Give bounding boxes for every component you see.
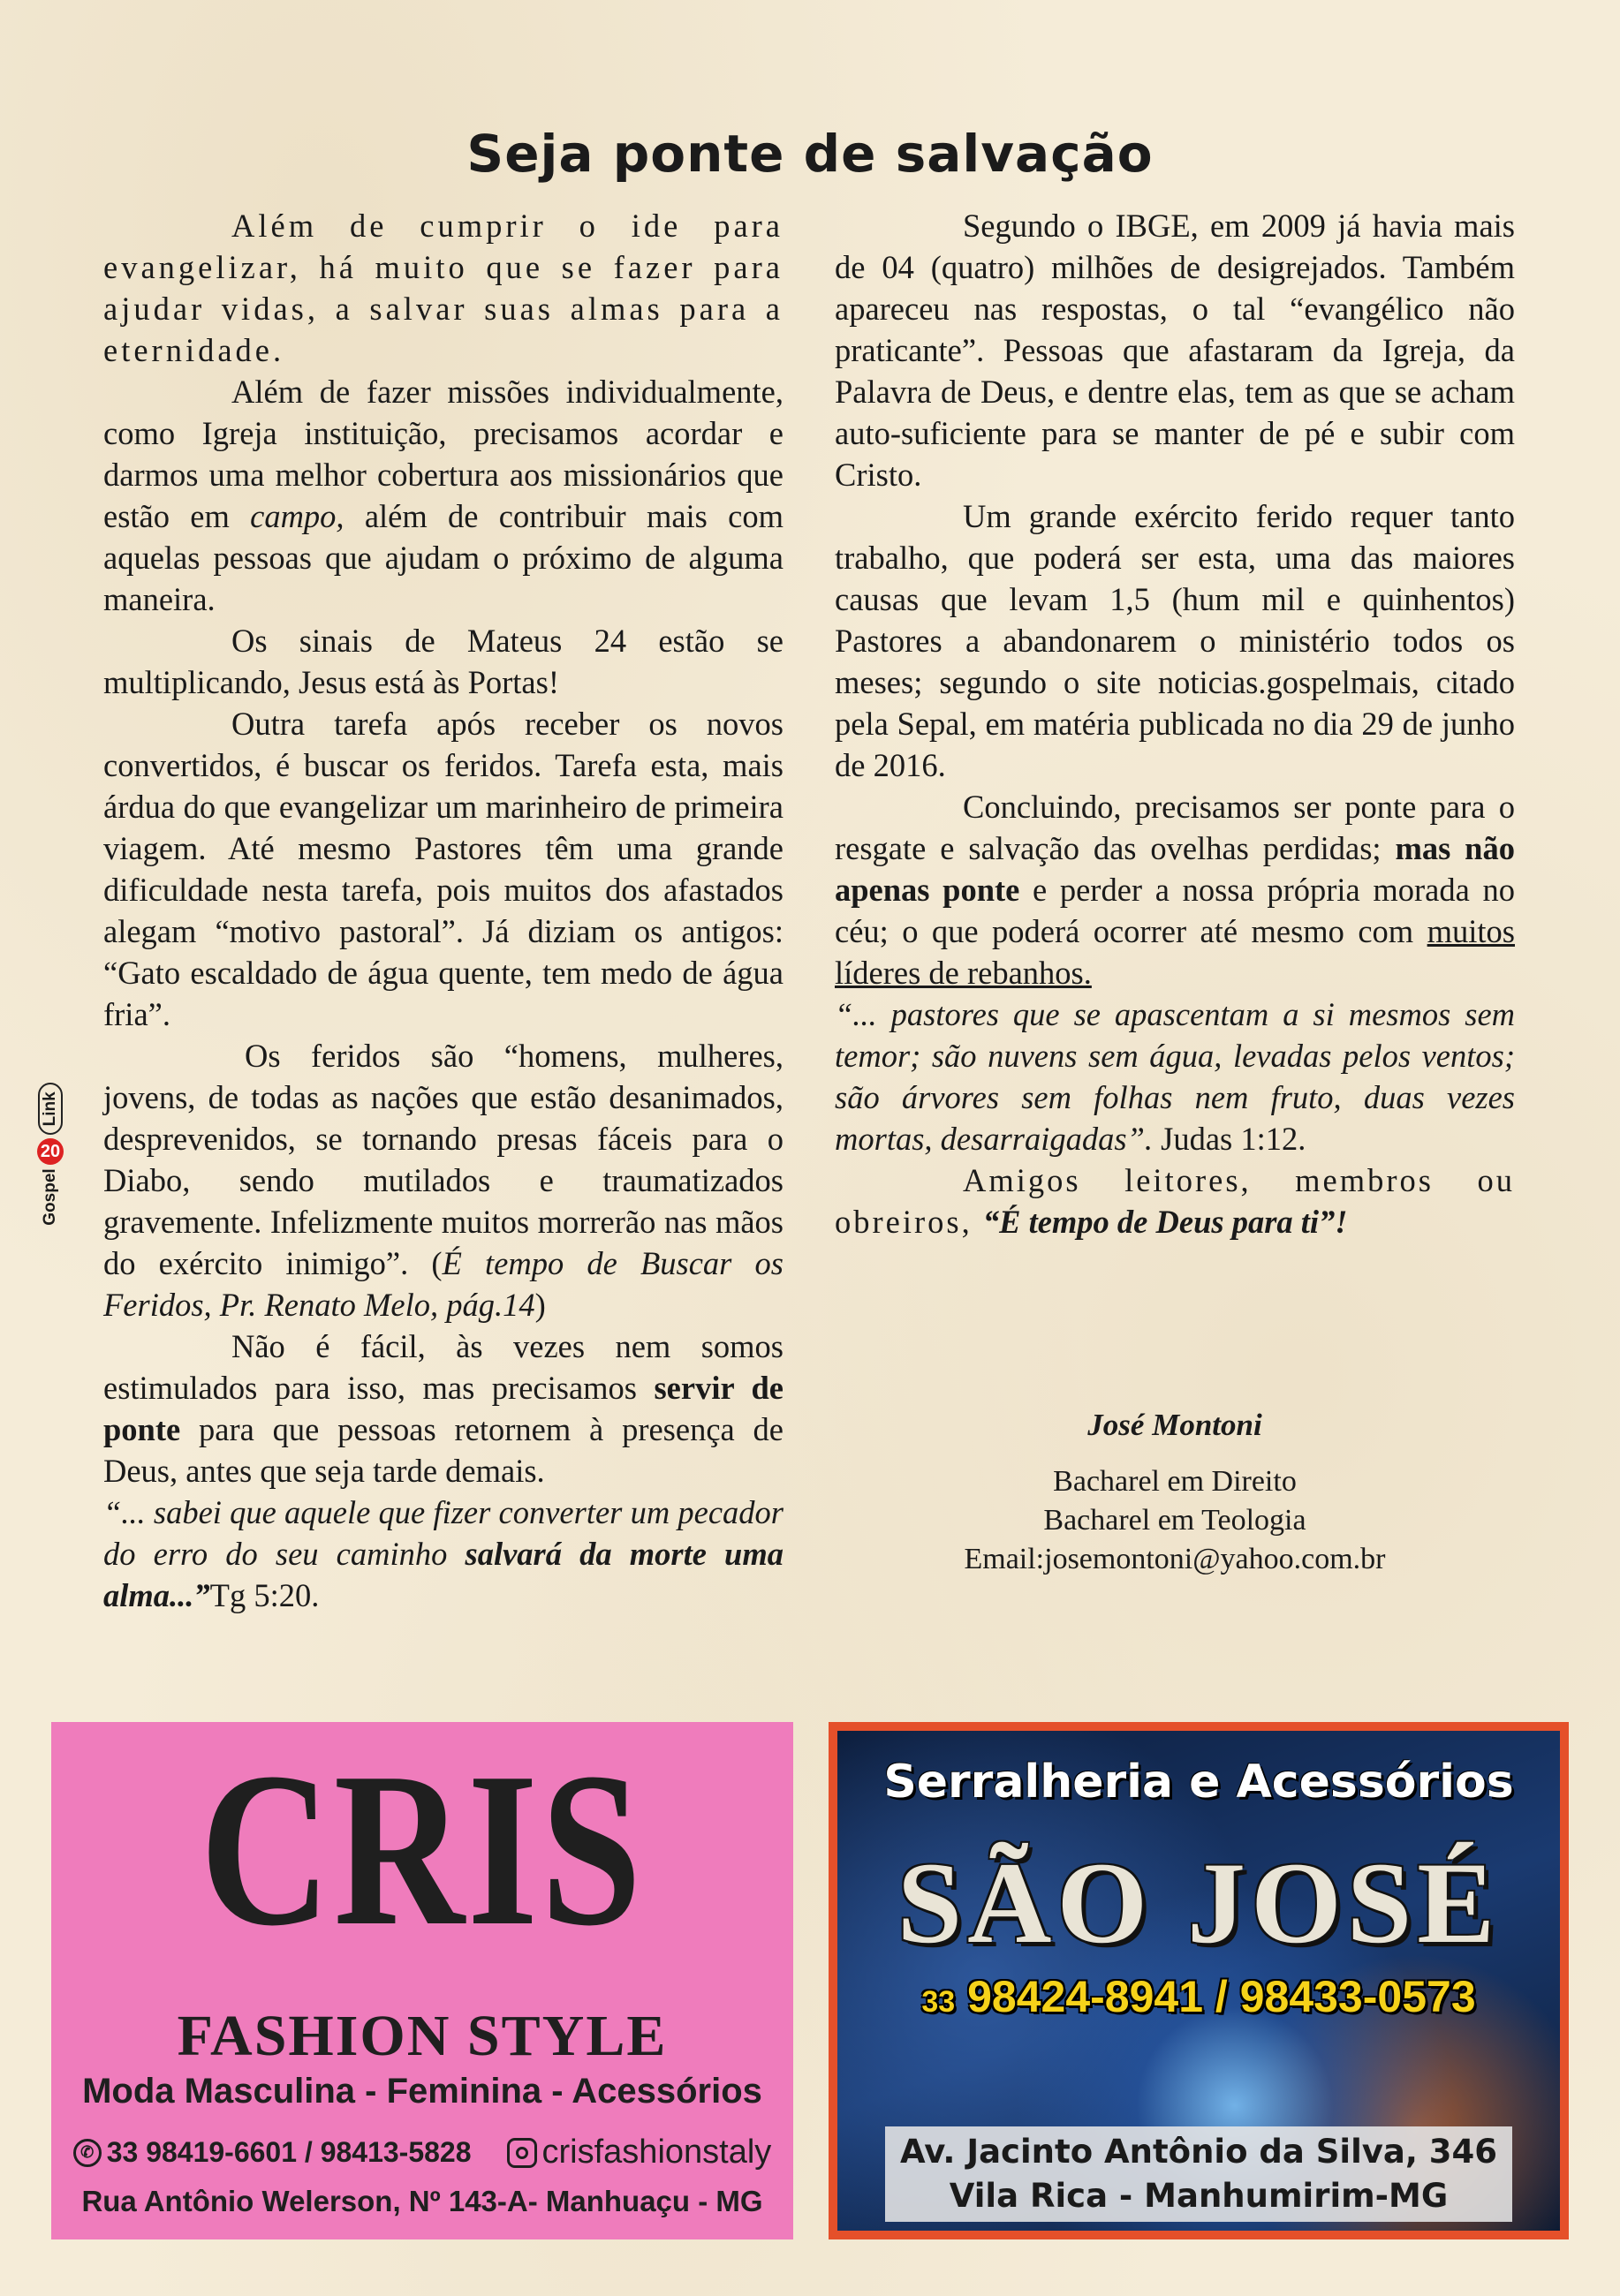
ad-serralheria-sao-jose: [829, 1722, 1569, 2239]
ad-contacts: [51, 2134, 793, 2171]
ad-heading: Serralheria e Acessórios: [883, 1756, 1514, 1809]
author-credential: Bacharel em Teologia: [1043, 1504, 1306, 1537]
instagram-icon: [507, 2138, 537, 2168]
author-credential: Bacharel em Direito: [1053, 1465, 1297, 1498]
paragraph: Os feridos são “homens, mulheres, jovens, de todas as nações que estão desanimados, desprevenidos, se tornando presas fáceis para o Diabo, sendo mutilados e traumatizados gravemente. Infelizmente muitos morrerão nas mãos do exército inimigo”. (É tempo de Buscar os Feridos, Pr. Renato Melo, pág.14): [103, 1038, 784, 1323]
ad-address: Rua Antônio Welerson, Nº 143-A- Manhuaçu - MG: [81, 2185, 763, 2217]
paragraph: Segundo o IBGE, em 2009 já havia mais de 04 (quatro) milhões de desigrejados. Também apareceu nas respostas, o tal “evangélico não praticante”. Pessoas que afastaram da Igreja, da Palavra de Deus, e dentre elas, tem as que se acham auto-suficiente para se manter de pé e subir com Cristo.: [835, 208, 1515, 493]
paragraph: Outra tarefa após receber os novos convertidos, é buscar os feridos. Tarefa esta, mais árdua do que evangelizar um marinheiro de primeira viagem. Até mesmo Pastores têm uma grande dificuldade nesta tarefa, pois muitos dos afastados alegam “motivo pastoral”. Já diziam os antigos: “Gato escaldado de água quente, tem medo de água fria”.: [103, 706, 784, 1032]
page-number: 20: [37, 1138, 64, 1165]
ad-background-image: [837, 1731, 1560, 2231]
ad-instagram: crisfashionstaly: [541, 2134, 772, 2171]
ad-phones: 33 98419-6601 / 98413-5828: [106, 2136, 472, 2168]
paragraph: Os sinais de Mateus 24 estão se multiplicando, Jesus está às Portas!: [103, 623, 784, 700]
whatsapp-icon: ✆: [73, 2139, 102, 2167]
paragraph: Amigos leitores, membros ou obreiros, “É tempo de Deus para ti”!: [835, 1162, 1515, 1240]
article-right-column: [835, 205, 1515, 1242]
paragraph: Não é fácil, às vezes nem somos estimulados para isso, mas precisamos servir de ponte para que pessoas retornem à presença de Deus, antes que seja tarde demais.: [103, 1328, 784, 1489]
ad-brand: CRIS: [200, 1727, 645, 1972]
ad-address-line: Av. Jacinto Antônio da Silva, 346: [899, 2133, 1498, 2171]
magazine-name: Gospel: [41, 1168, 59, 1226]
paragraph: Concluindo, precisamos ser ponte para o resgate e salvação das ovelhas perdidas; mas não apenas ponte e perder a nossa própria morada no céu; o que poderá ocorrer até mesmo com muitos líderes de rebanhos.: [835, 789, 1515, 991]
bible-quote: “... sabei que aquele que fizer converter um pecador do erro do seu caminho salvará da morte uma alma...”Tg 5:20.: [103, 1494, 784, 1613]
ad-cris-fashion: [51, 1722, 793, 2239]
page-tab: [37, 1079, 64, 1229]
ad-phones: 33 98424-8941 / 98433-0573: [921, 1972, 1476, 2021]
ad-brand: SÃO JOSÉ: [897, 1838, 1501, 1967]
paragraph: Além de cumprir o ide para evangelizar, há muito que se fazer para ajudar vidas, a salvar suas almas para a eternidade.: [103, 208, 784, 368]
ad-subtitle: FASHION STYLE: [177, 2004, 668, 2068]
magazine-name-link: Link: [38, 1083, 63, 1135]
author-email: Email:josemontoni@yahoo.com.br: [964, 1543, 1386, 1575]
author-name: José Montoni: [1087, 1408, 1262, 1442]
ad-address-box: [885, 2126, 1512, 2222]
author-signature: [835, 1406, 1515, 1579]
article-title: Seja ponte de salvação: [466, 124, 1154, 184]
ad-address-line: Vila Rica - Manhumirim-MG: [949, 2177, 1449, 2215]
paragraph: Além de fazer missões individualmente, como Igreja instituição, precisamos acordar e darmos uma melhor cobertura aos missionários que estão em campo, além de contribuir mais com aquelas pessoas que ajudam o próximo de alguma maneira.: [103, 374, 784, 617]
paragraph: Um grande exército ferido requer tanto trabalho, que poderá ser esta, uma das maiores causas que levam 1,5 (hum mil e quinhentos) Pastores a abandonarem o ministério todos os meses; segundo o site noticias.gospelmais, citado pela Sepal, em matéria publicada no dia 29 de junho de 2016.: [835, 498, 1515, 783]
article-left-column: [103, 205, 784, 1616]
ad-categories: Moda Masculina - Feminina - Acessórios: [82, 2072, 762, 2111]
bible-quote: “... pastores que se apascentam a si mesmos sem temor; são nuvens sem água, levadas pelos ventos; são árvores sem folhas nem fruto, duas vezes mortas, desarraigadas”. Judas 1:12.: [835, 996, 1515, 1157]
